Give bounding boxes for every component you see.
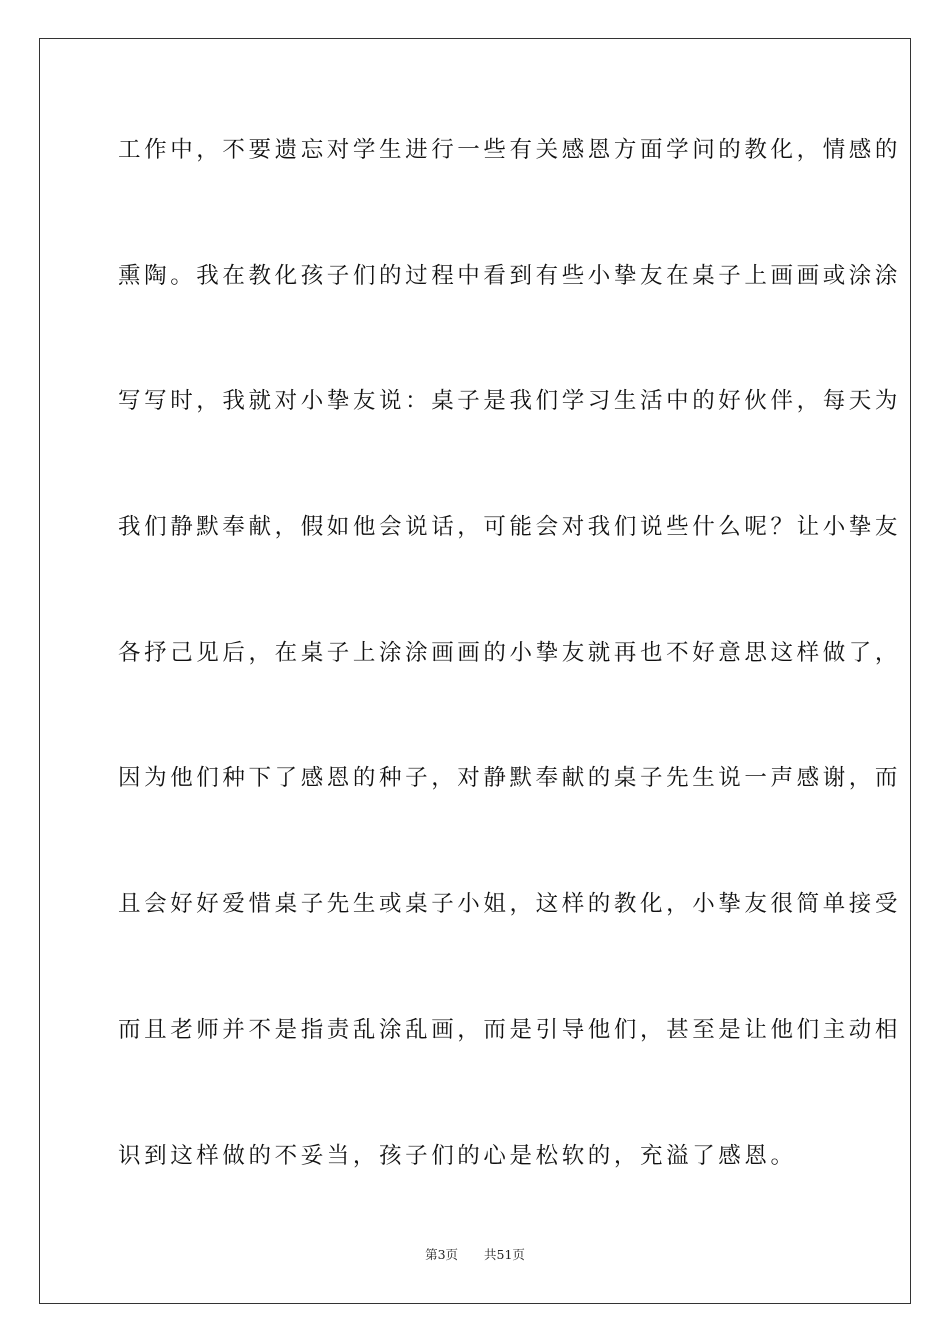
body-line: 而且老师并不是指责乱涂乱画，而是引导他们，甚至是让他们主动相: [118, 1016, 902, 1043]
body-line: 写写时，我就对小挚友说：桌子是我们学习生活中的好伙伴，每天为: [118, 388, 902, 415]
page-total: 共51页: [484, 1247, 525, 1262]
body-line: 识到这样做的不妥当，孩子们的心是松软的，充溢了感恩。: [118, 1142, 797, 1169]
body-line: 各抒己见后，在桌子上涂涂画画的小挚友就再也不好意思这样做了，: [118, 639, 902, 666]
body-line: 且会好好爱惜桌子先生或桌子小姐，这样的教化，小挚友很简单接受: [118, 891, 902, 918]
page-footer: [0, 1245, 950, 1263]
body-line: 熏陶。我在教化孩子们的过程中看到有些小挚友在桌子上画画或涂涂: [118, 262, 902, 289]
body-line: 我们静默奉献，假如他会说话，可能会对我们说些什么呢？让小挚友: [118, 514, 902, 541]
body-line: 工作中，不要遗忘对学生进行一些有关感恩方面学问的教化，情感的: [118, 137, 902, 163]
page-number: 第3页: [425, 1247, 459, 1262]
body-line: 因为他们种下了感恩的种子，对静默奉献的桌子先生说一声感谢，而: [118, 765, 902, 792]
document-body: [118, 118, 902, 1249]
